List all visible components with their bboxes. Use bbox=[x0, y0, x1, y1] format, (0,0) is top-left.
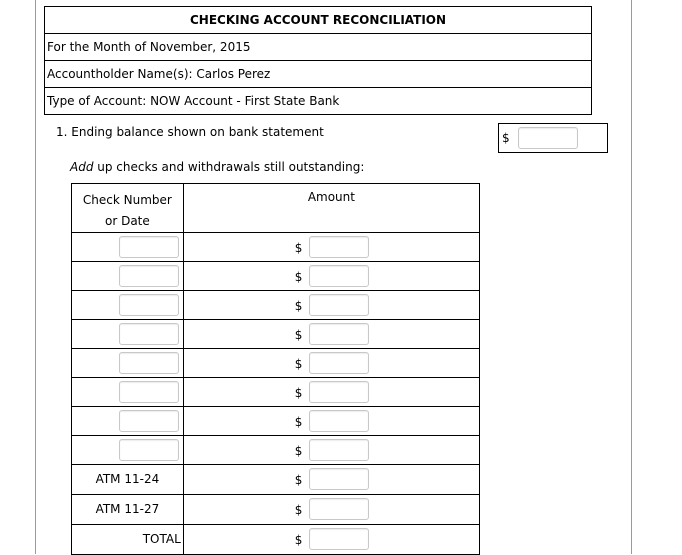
check-cell bbox=[72, 436, 184, 465]
form-header bbox=[44, 6, 592, 115]
dollar-sign: $ bbox=[294, 444, 303, 458]
amount-input[interactable] bbox=[309, 323, 369, 345]
amount-input[interactable] bbox=[309, 498, 369, 520]
dollar-sign: $ bbox=[294, 503, 303, 517]
amount-header bbox=[183, 184, 479, 233]
check-cell bbox=[72, 378, 184, 407]
table-row bbox=[72, 291, 480, 320]
table-row bbox=[72, 495, 480, 525]
table-row bbox=[72, 465, 480, 495]
table-row bbox=[72, 262, 480, 291]
check-cell bbox=[72, 349, 184, 378]
accountholder-name: Accountholder Name(s): Carlos Perez bbox=[45, 61, 592, 88]
check-number-input[interactable] bbox=[119, 265, 179, 287]
table-row bbox=[72, 378, 480, 407]
form-title: CHECKING ACCOUNT RECONCILIATION bbox=[45, 7, 592, 34]
dollar-sign: $ bbox=[294, 473, 303, 487]
outstanding-table bbox=[71, 183, 480, 555]
dollar-sign: $ bbox=[294, 415, 303, 429]
amount-input[interactable] bbox=[309, 265, 369, 287]
ending-balance-label: 1. Ending balance shown on bank statement bbox=[56, 125, 324, 139]
total-amount-cell bbox=[183, 525, 479, 555]
amount-cell bbox=[183, 291, 479, 320]
amount-input[interactable] bbox=[309, 468, 369, 490]
total-amount-input[interactable] bbox=[309, 528, 369, 550]
check-cell bbox=[72, 465, 184, 495]
check-cell bbox=[72, 495, 184, 525]
dollar-sign: $ bbox=[294, 241, 303, 255]
total-label: TOTAL bbox=[142, 532, 181, 546]
check-cell bbox=[72, 262, 184, 291]
check-number-input[interactable] bbox=[119, 410, 179, 432]
check-cell bbox=[72, 291, 184, 320]
table-row bbox=[72, 436, 480, 465]
table-header-row bbox=[72, 184, 480, 233]
amount-input[interactable] bbox=[309, 439, 369, 461]
table-row bbox=[72, 233, 480, 262]
amount-input[interactable] bbox=[309, 236, 369, 258]
check-label: ATM 11-27 bbox=[95, 502, 160, 516]
amount-input[interactable] bbox=[309, 381, 369, 403]
dollar-sign: $ bbox=[294, 533, 303, 547]
check-number-input[interactable] bbox=[119, 352, 179, 374]
amount-cell bbox=[183, 262, 479, 291]
check-number-header-line2: or Date bbox=[105, 214, 150, 228]
amount-cell bbox=[183, 407, 479, 436]
instruction-emphasis: Add bbox=[70, 160, 94, 174]
amount-input[interactable] bbox=[309, 410, 369, 432]
outstanding-instruction bbox=[70, 160, 364, 174]
amount-cell bbox=[183, 465, 479, 495]
amount-header-label: Amount bbox=[307, 190, 355, 204]
amount-cell bbox=[183, 349, 479, 378]
check-number-input[interactable] bbox=[119, 294, 179, 316]
statement-month: For the Month of November, 2015 bbox=[45, 34, 592, 61]
amount-cell bbox=[183, 378, 479, 407]
check-number-header-line1: Check Number bbox=[82, 193, 172, 207]
amount-cell bbox=[183, 436, 479, 465]
total-row bbox=[72, 525, 480, 555]
amount-cell bbox=[183, 233, 479, 262]
check-cell bbox=[72, 233, 184, 262]
check-label: ATM 11-24 bbox=[95, 472, 160, 486]
table-row bbox=[72, 349, 480, 378]
dollar-sign: $ bbox=[294, 357, 303, 371]
dollar-sign: $ bbox=[502, 131, 510, 145]
amount-input[interactable] bbox=[309, 352, 369, 374]
check-number-input[interactable] bbox=[119, 323, 179, 345]
dollar-sign: $ bbox=[294, 299, 303, 313]
table-row bbox=[72, 407, 480, 436]
amount-cell bbox=[183, 320, 479, 349]
ending-balance-input[interactable] bbox=[518, 127, 578, 149]
amount-cell bbox=[183, 495, 479, 525]
check-cell bbox=[72, 320, 184, 349]
amount-input[interactable] bbox=[309, 294, 369, 316]
dollar-sign: $ bbox=[294, 386, 303, 400]
dollar-sign: $ bbox=[294, 328, 303, 342]
check-number-input[interactable] bbox=[119, 381, 179, 403]
dollar-sign: $ bbox=[294, 270, 303, 284]
total-label-cell bbox=[72, 525, 184, 555]
check-number-input[interactable] bbox=[119, 439, 179, 461]
instruction-text: up checks and withdrawals still outstanding: bbox=[93, 160, 365, 174]
ending-balance-box bbox=[498, 123, 608, 153]
check-cell bbox=[72, 407, 184, 436]
table-row bbox=[72, 320, 480, 349]
check-number-header bbox=[72, 184, 184, 233]
check-number-input[interactable] bbox=[119, 236, 179, 258]
account-type: Type of Account: NOW Account - First State Bank bbox=[45, 88, 592, 115]
